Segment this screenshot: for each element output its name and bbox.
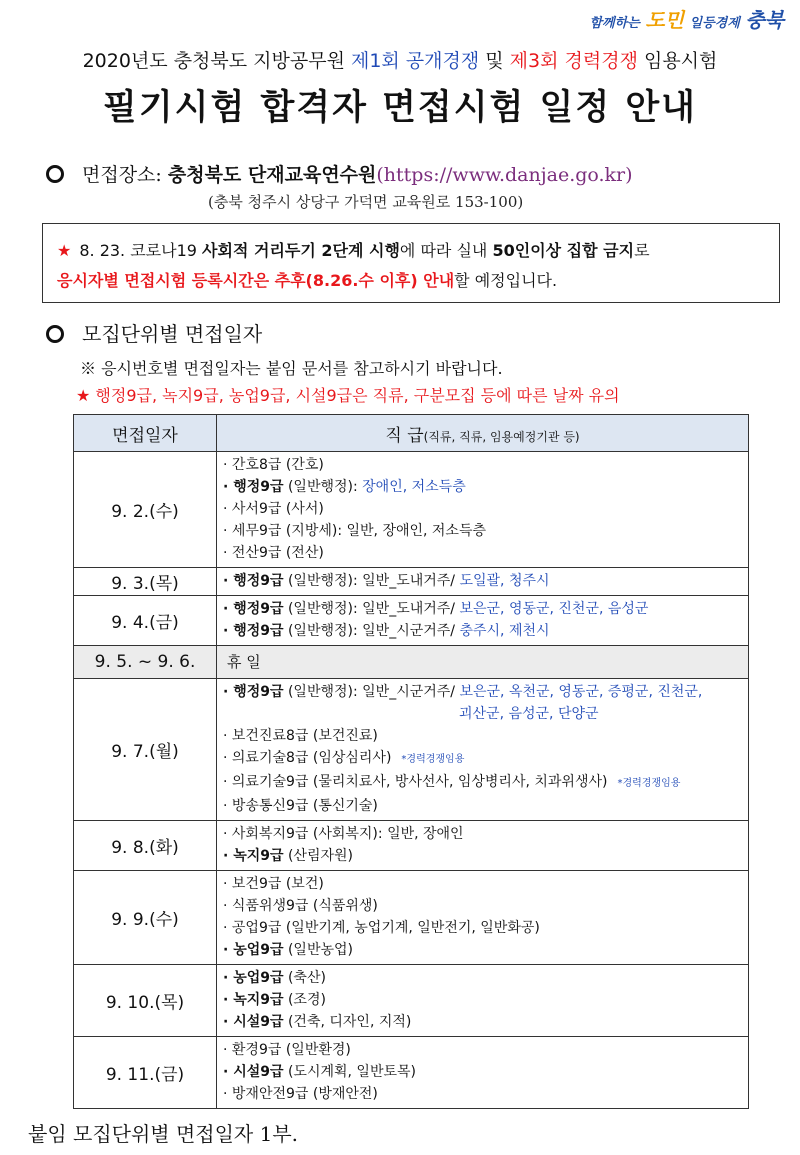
- position-detail: · 사회복지9급 (사회복지): 일반, 장애인: [223, 826, 464, 842]
- position-item: [223, 917, 748, 939]
- position-item: [223, 823, 748, 845]
- circle-bullet-icon: [46, 325, 64, 343]
- position-detail: (일반행정): 일반_시군거주/: [283, 623, 460, 639]
- position-grade: · 녹지9급: [223, 848, 284, 864]
- career-tag: *경력경쟁임용: [401, 754, 465, 765]
- position-region: 도일괄, 청주시: [459, 573, 550, 589]
- venue-url[interactable]: (https://www.danjae.go.kr): [376, 164, 633, 186]
- position-item: [223, 939, 748, 961]
- position-item: [223, 570, 748, 592]
- position-detail: (일반행정):: [283, 479, 363, 495]
- holiday-label: 휴 일: [227, 653, 261, 671]
- position-item: [223, 542, 748, 564]
- position-detail: (건축, 디자인, 지적): [283, 1014, 412, 1030]
- position-region: 보은군, 영동군, 진천군, 음성군: [459, 601, 649, 617]
- position-detail: · 전산9급 (전산): [223, 545, 324, 561]
- subtitle-open-exam: 제1회 공개경쟁: [350, 50, 480, 72]
- table-row: [74, 1037, 749, 1109]
- section-heading: [46, 318, 262, 347]
- notice-red-text: 응시자별 면접시험 등록시간은 추후(8.26.수 이후) 안내: [57, 271, 455, 290]
- position-grade: · 농업9급: [223, 942, 284, 958]
- notice-text-2: 에 따라 실내: [399, 241, 493, 260]
- position-detail: (조경): [283, 992, 326, 1008]
- venue-label: 면접장소:: [82, 164, 162, 186]
- position-grade: · 녹지9급: [223, 992, 284, 1008]
- position-item: [223, 747, 748, 771]
- interview-date: 9. 7.(월): [74, 679, 217, 821]
- subtitle-career-exam: 제3회 경력경쟁: [509, 50, 638, 72]
- position-detail: (일반행정): 일반_도내거주/: [283, 601, 460, 617]
- position-item: [223, 725, 748, 747]
- position-detail: (산림자원): [283, 848, 353, 864]
- position-detail: · 환경9급 (일반환경): [223, 1042, 351, 1058]
- table-row: [74, 646, 749, 679]
- caution-note: ★ 행정9급, 녹지9급, 농업9급, 시설9급은 직류, 구분모집 등에 따른 날짜 유의: [76, 386, 620, 405]
- position-item: [223, 598, 748, 620]
- position-list: [217, 821, 749, 871]
- position-item: [223, 620, 748, 642]
- career-tag: *경력경쟁임용: [617, 778, 681, 789]
- position-detail: (일반행정): 일반_시군거주/: [283, 684, 460, 700]
- position-item: [223, 989, 748, 1011]
- position-detail: · 간호8급 (간호): [223, 457, 324, 473]
- position-region: 장애인, 저소득층: [362, 479, 466, 495]
- position-item: [223, 1039, 748, 1061]
- subtitle: [0, 46, 800, 73]
- position-item: [223, 498, 748, 520]
- subtitle-mid: 및: [479, 50, 510, 72]
- position-detail: · 방재안전9급 (방재안전): [223, 1086, 378, 1102]
- table-row: [74, 679, 749, 821]
- position-detail: · 보건진료8급 (보건진료): [223, 728, 378, 744]
- attachment-note: 붙임 모집단위별 면접일자 1부.: [28, 1122, 298, 1146]
- position-list: [217, 568, 749, 596]
- chungbuk-logo: [590, 4, 784, 33]
- position-item: [223, 681, 748, 703]
- position-item: [223, 967, 748, 989]
- interview-date: 9. 9.(수): [74, 871, 217, 965]
- position-item: [223, 703, 748, 725]
- venue-line: [46, 160, 633, 187]
- position-grade: · 농업9급: [223, 970, 284, 986]
- position-grade: · 행정9급: [223, 601, 284, 617]
- position-item: [223, 873, 748, 895]
- interview-date: 9. 11.(금): [74, 1037, 217, 1109]
- table-row: [74, 965, 749, 1037]
- interview-date: 9. 5. ~ 9. 6.: [74, 646, 217, 679]
- logo-part-1: 함께하는: [589, 16, 640, 31]
- position-detail: (일반행정): 일반_도내거주/: [283, 573, 460, 589]
- position-continuation: 괴산군, 음성군, 단양군: [459, 706, 599, 722]
- notice-bold-2: 50인이상 집합 금지: [492, 241, 635, 260]
- position-item: [223, 1011, 748, 1033]
- position-grade: · 행정9급: [223, 479, 284, 495]
- position-item: [223, 476, 748, 498]
- reference-note: ※ 응시번호별 면접일자는 붙임 문서를 참고하시기 바랍니다.: [80, 359, 503, 378]
- position-detail: · 의료기술8급 (임상심리사): [223, 750, 392, 766]
- table-row: [74, 568, 749, 596]
- logo-part-3: 일등경제: [689, 16, 740, 31]
- header-position-label: 직 급: [385, 425, 424, 446]
- interview-date: 9. 8.(화): [74, 821, 217, 871]
- notice-bold-1: 사회적 거리두기 2단계 시행: [202, 241, 400, 260]
- position-detail: (도시계획, 일반토목): [283, 1064, 416, 1080]
- table-header-row: [74, 415, 749, 452]
- table-row: [74, 452, 749, 568]
- position-grade: · 시설9급: [223, 1014, 284, 1030]
- position-item: [223, 454, 748, 476]
- position-list: [217, 646, 749, 679]
- position-list: [217, 596, 749, 646]
- notice-text-3: 로: [634, 241, 650, 260]
- notice-box: [42, 223, 780, 303]
- position-region: 충주시, 제천시: [459, 623, 550, 639]
- position-region: 보은군, 옥천군, 영동군, 증평군, 진천군,: [459, 684, 703, 700]
- interview-date: 9. 10.(목): [74, 965, 217, 1037]
- notice-text-4: 할 예정입니다.: [454, 271, 558, 290]
- position-detail: · 보건9급 (보건): [223, 876, 324, 892]
- position-grade: · 시설9급: [223, 1064, 284, 1080]
- section-heading-text: 모집단위별 면접일자: [82, 322, 263, 346]
- logo-part-2: 도민: [645, 8, 684, 32]
- interview-date: 9. 3.(목): [74, 568, 217, 596]
- position-item: [223, 795, 748, 817]
- position-detail: · 식품위생9급 (식품위생): [223, 898, 378, 914]
- venue-address: (충북 청주시 상당구 가덕면 교육원로 153-100): [208, 193, 524, 211]
- position-detail: (축산): [283, 970, 326, 986]
- position-list: [217, 452, 749, 568]
- position-detail: · 의료기술9급 (물리치료사, 방사선사, 임상병리사, 치과위생사): [223, 774, 608, 790]
- position-item: [223, 1061, 748, 1083]
- notice-text-1: 8. 23. 코로나19: [79, 241, 203, 260]
- circle-bullet-icon: [46, 165, 64, 183]
- position-item: [223, 771, 748, 795]
- position-item: [223, 1083, 748, 1105]
- star-icon: ★: [57, 241, 72, 260]
- schedule-table: [73, 414, 749, 1109]
- header-position: [217, 415, 749, 452]
- position-item: [223, 520, 748, 542]
- header-position-sub: (직류, 직류, 임용예정기관 등): [423, 429, 580, 444]
- subtitle-post: 임용시험: [637, 50, 718, 72]
- position-detail: · 사서9급 (사서): [223, 501, 324, 517]
- subtitle-pre: 2020년도 충청북도 지방공무원: [82, 50, 351, 72]
- interview-date: 9. 2.(수): [74, 452, 217, 568]
- logo-part-4: 충북: [745, 8, 784, 32]
- position-grade: · 행정9급: [223, 684, 284, 700]
- position-list: [217, 871, 749, 965]
- page-title: 필기시험 합격자 면접시험 일정 안내: [103, 87, 697, 128]
- position-detail: · 세무9급 (지방세): 일반, 장애인, 저소득층: [223, 523, 487, 539]
- position-grade: · 행정9급: [223, 573, 284, 589]
- position-list: [217, 679, 749, 821]
- table-row: [74, 821, 749, 871]
- position-item: [223, 845, 748, 867]
- position-detail: (일반농업): [283, 942, 353, 958]
- position-detail: · 공업9급 (일반기계, 농업기계, 일반전기, 일반화공): [223, 920, 540, 936]
- position-list: [217, 1037, 749, 1109]
- position-grade: · 행정9급: [223, 623, 284, 639]
- table-row: [74, 871, 749, 965]
- interview-date: 9. 4.(금): [74, 596, 217, 646]
- header-date: 면접일자: [74, 415, 217, 452]
- table-row: [74, 596, 749, 646]
- position-detail: · 방송통신9급 (통신기술): [223, 798, 378, 814]
- venue-name: 충청북도 단재교육연수원: [167, 164, 377, 186]
- position-item: [223, 895, 748, 917]
- position-list: [217, 965, 749, 1037]
